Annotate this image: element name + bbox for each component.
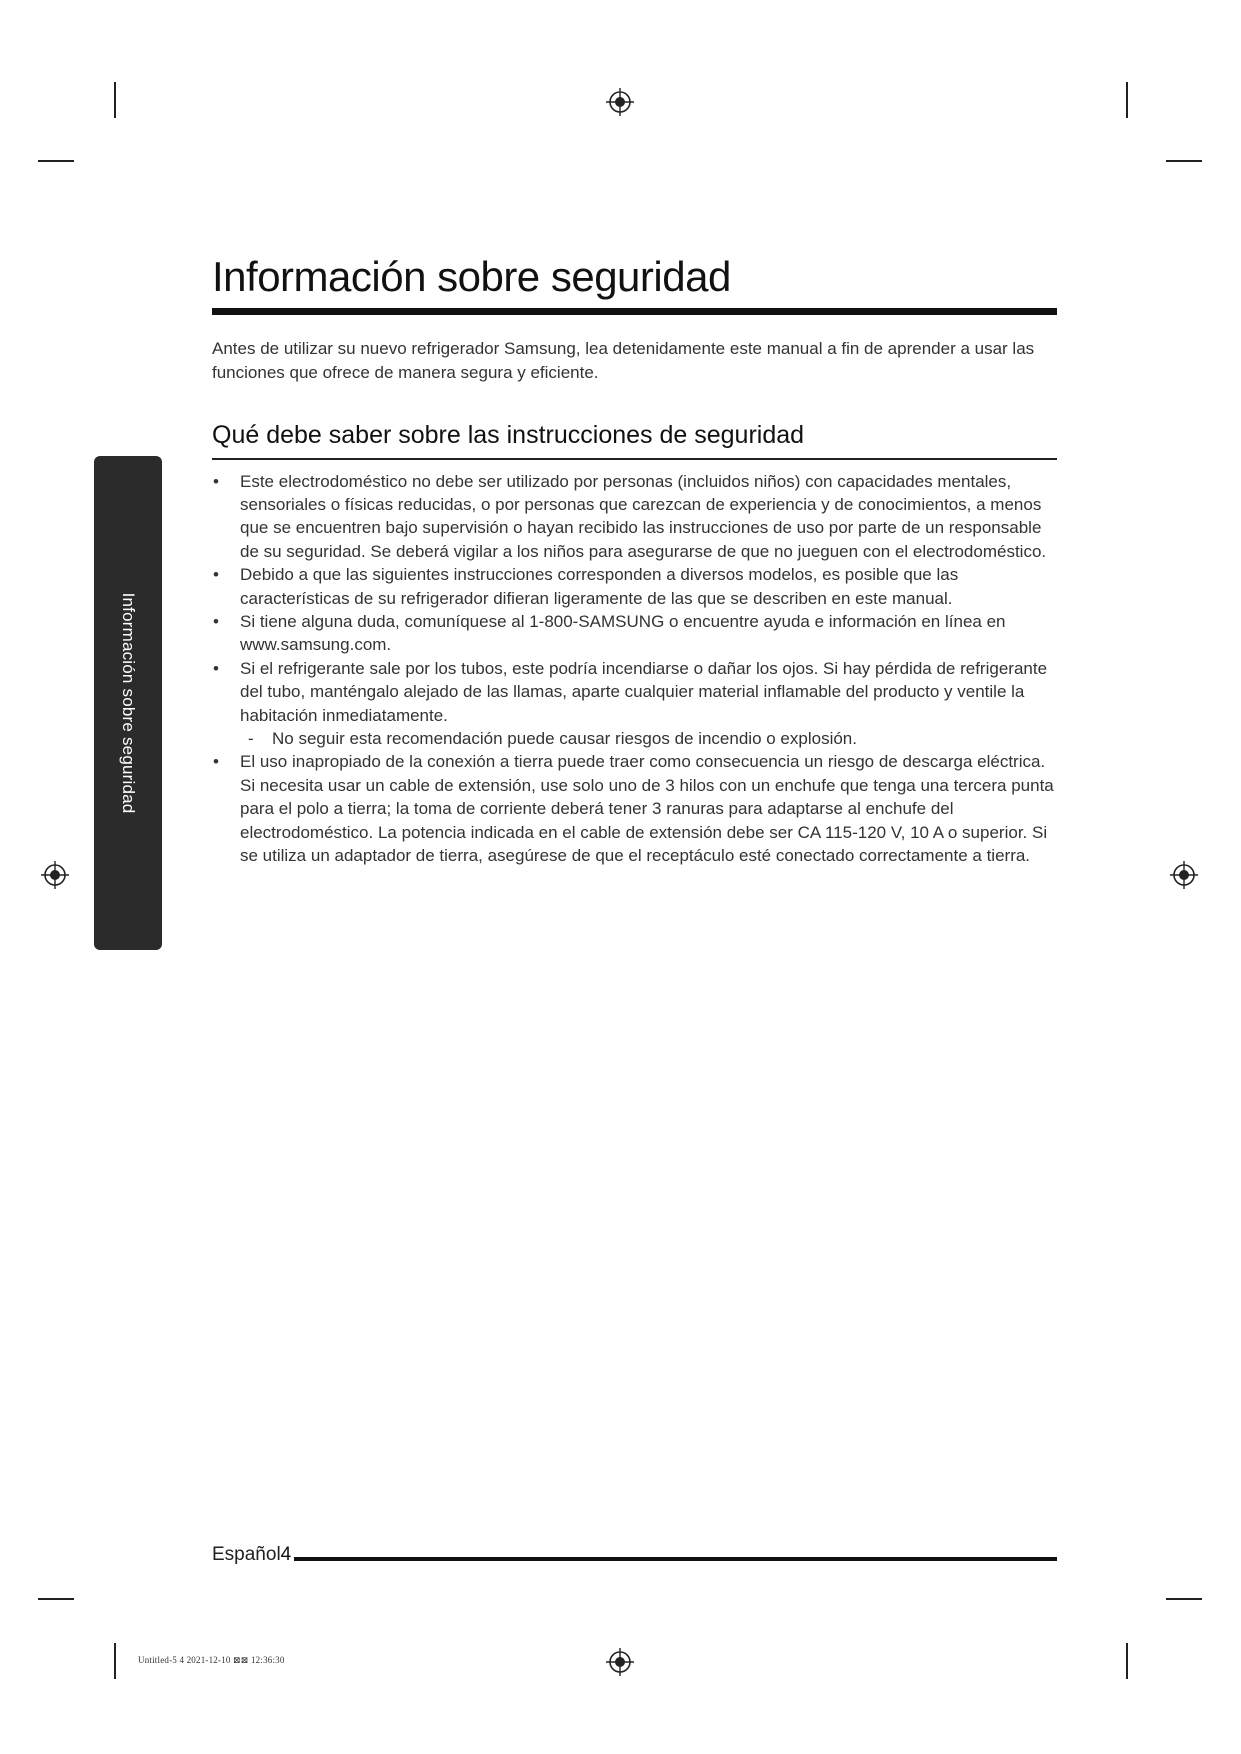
title-rule <box>212 308 1057 315</box>
list-item <box>212 563 1057 610</box>
safety-list <box>212 470 1057 868</box>
list-item <box>212 470 1057 564</box>
list-item <box>212 750 1057 867</box>
page-number: 4 <box>280 1544 292 1565</box>
footer-rule <box>294 1557 1057 1561</box>
bullet-icon: • <box>213 471 219 491</box>
dash-icon: - <box>248 728 254 748</box>
crop-mark <box>1166 1598 1202 1600</box>
page-title: Información sobre seguridad <box>212 253 731 300</box>
list-item-text: Este electrodoméstico no debe ser utilizado por personas (incluidos niños) con capacidades mentales, sensoriales o físicas reducidas, o por personas que carezcan de experiencia y de conocimientos, a menos que se encuentren bajo supervisión o hayan recibido las instrucciones de uso por parte de un responsable de su seguridad. Se deberá vigilar a los niños para asegurarse de que no jueguen con el electrodoméstico. <box>240 471 1047 561</box>
registration-mark-icon <box>605 87 635 117</box>
registration-mark-icon <box>40 860 70 890</box>
footer-language <box>212 1544 291 1566</box>
crop-mark <box>38 1598 74 1600</box>
bullet-icon: • <box>213 565 219 585</box>
crop-mark <box>1126 82 1128 118</box>
list-item <box>212 657 1057 751</box>
registration-mark-icon <box>1169 860 1199 890</box>
list-item-text: El uso inapropiado de la conexión a tierra puede traer como consecuencia un riesgo de descarga eléctrica. Si necesita usar un cable de extensión, use solo uno de 3 hilos con un enchufe que tenga una tercera punta para el polo a tierra; la toma de corriente deberá tener 3 ranuras para adaptarse al enchufe del electrodoméstico. La potencia indicada en el cable de extensión debe ser CA 115-120 V, 10 A o superior. Si se utiliza un adaptador de tierra, asegúrese de que el receptáculo esté conectado correctamente a tierra. <box>240 752 1054 865</box>
main-content <box>212 250 1057 867</box>
section-heading: Qué debe saber sobre las instrucciones de seguridad <box>212 421 805 449</box>
sub-list-item-text: No seguir esta recomendación puede causar riesgos de incendio o explosión. <box>272 728 857 748</box>
list-item-text: Debido a que las siguientes instrucciones corresponden a diversos modelos, es posible que las características de su refrigerador difieran ligeramente de las que se describen en este manual. <box>240 565 959 608</box>
bullet-icon: • <box>213 752 219 772</box>
side-tab-label: Información sobre seguridad <box>119 592 138 814</box>
list-item-text: Si el refrigerante sale por los tubos, este podría incendiarse o dañar los ojos. Si hay pérdida de refrigerante del tubo, manténgalo alejado de las llamas, aparte cualquier material inflamable del producto y ventile la habitación inmediatamente. <box>240 658 1048 725</box>
crop-mark <box>114 82 116 118</box>
crop-mark <box>114 1643 116 1679</box>
crop-mark <box>1166 160 1202 162</box>
bullet-icon: • <box>213 611 219 631</box>
registration-mark-icon <box>605 1647 635 1677</box>
page-footer <box>212 1544 1057 1574</box>
footer-language-label: Español <box>212 1544 281 1565</box>
intro-paragraph: Antes de utilizar su nuevo refrigerador Samsung, lea detenidamente este manual a fin de aprender a usar las funciones que ofrece de manera segura y eficiente. <box>212 339 1035 382</box>
print-slug: Untitled-5 4 2021-12-10 ⊠⊠ 12:36:30 <box>138 1655 285 1665</box>
bullet-icon: • <box>213 658 219 678</box>
list-item <box>212 610 1057 657</box>
section-side-tab <box>94 456 162 950</box>
crop-mark <box>38 160 74 162</box>
section-rule <box>212 458 1057 460</box>
list-item-text: Si tiene alguna duda, comuníquese al 1-800-SAMSUNG o encuentre ayuda e información en línea en www.samsung.com. <box>240 611 1006 655</box>
sub-list-item <box>248 727 1057 750</box>
crop-mark <box>1126 1643 1128 1679</box>
